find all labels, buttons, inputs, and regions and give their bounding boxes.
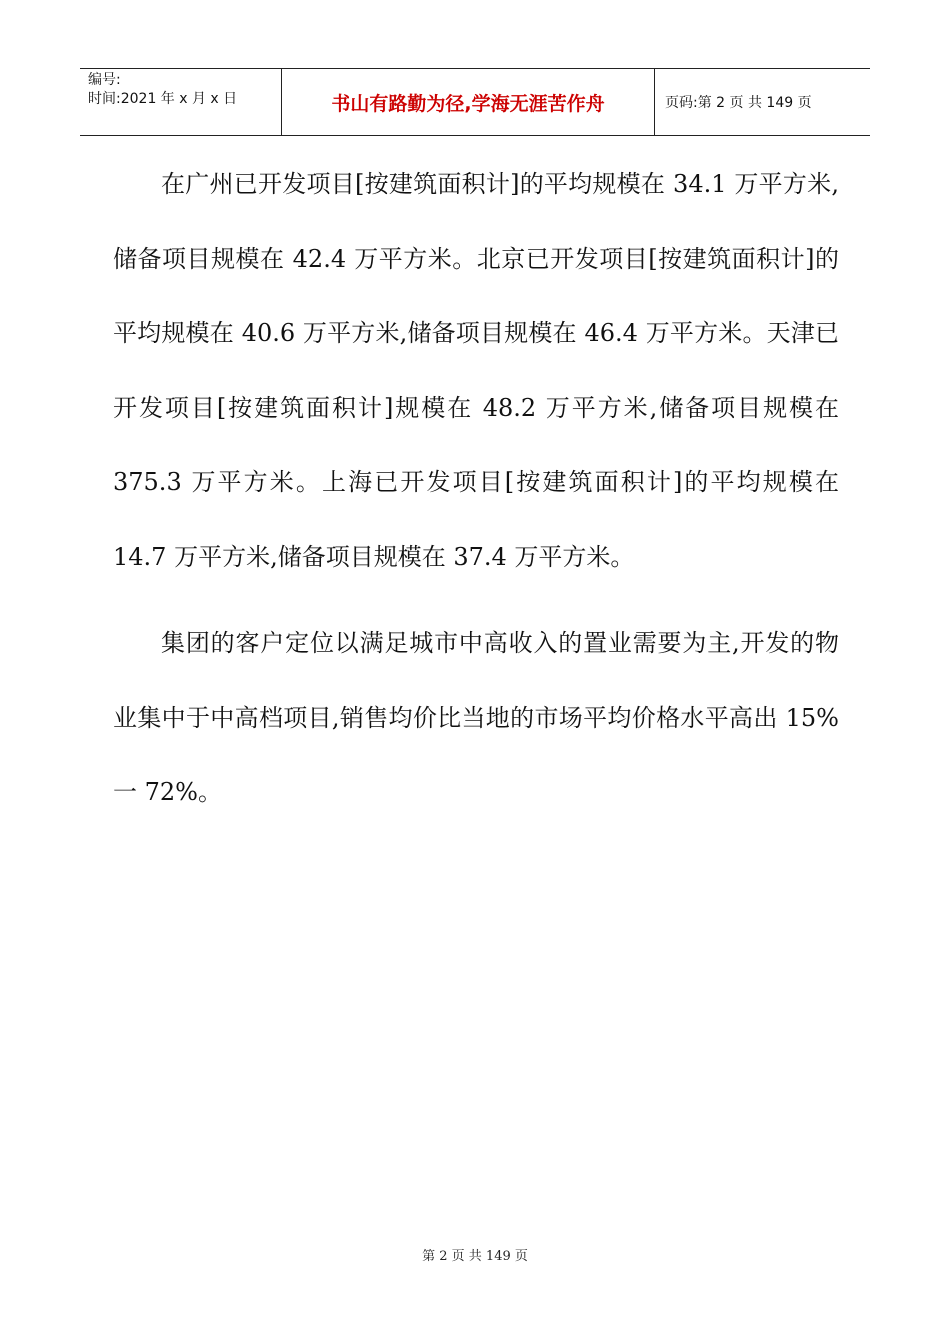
header-motto: 书山有路勤为径,学海无涯苦作舟	[282, 69, 655, 135]
time-label: 时间:2021 年 x 月 x 日	[88, 91, 238, 107]
paragraph-project-scale: 在广州已开发项目[按建筑面积计]的平均规模在 34.1 万平方米,储备项目规模在 42.4 万平方米。北京已开发项目[按建筑面积计]的平均规模在 40.6 万平方米,储备项目规模在 46.4 万平方米。天津已开发项目[按建筑面积计]规模在 48.2 万平方米,储备项目规模在 375.3 万平方米。上海已开发项目[按建筑面积计]的平均规模在 14.7 万平方米,储备项目规模在 37.4 万平方米。	[113, 170, 839, 571]
page-header	[80, 68, 870, 136]
page-footer: 第 2 页 共 149 页	[422, 1249, 528, 1264]
header-page-code: 页码:第 2 页 共 149 页	[665, 95, 812, 111]
paragraph-customer-positioning: 集团的客户定位以满足城市中高收入的置业需要为主,开发的物业集中于中高档项目,销售均价比当地的市场平均价格水平高出 15%一 72%。	[113, 629, 839, 806]
header-meta	[80, 69, 282, 135]
number-label: 编号:	[88, 72, 121, 88]
document-body	[113, 147, 839, 830]
